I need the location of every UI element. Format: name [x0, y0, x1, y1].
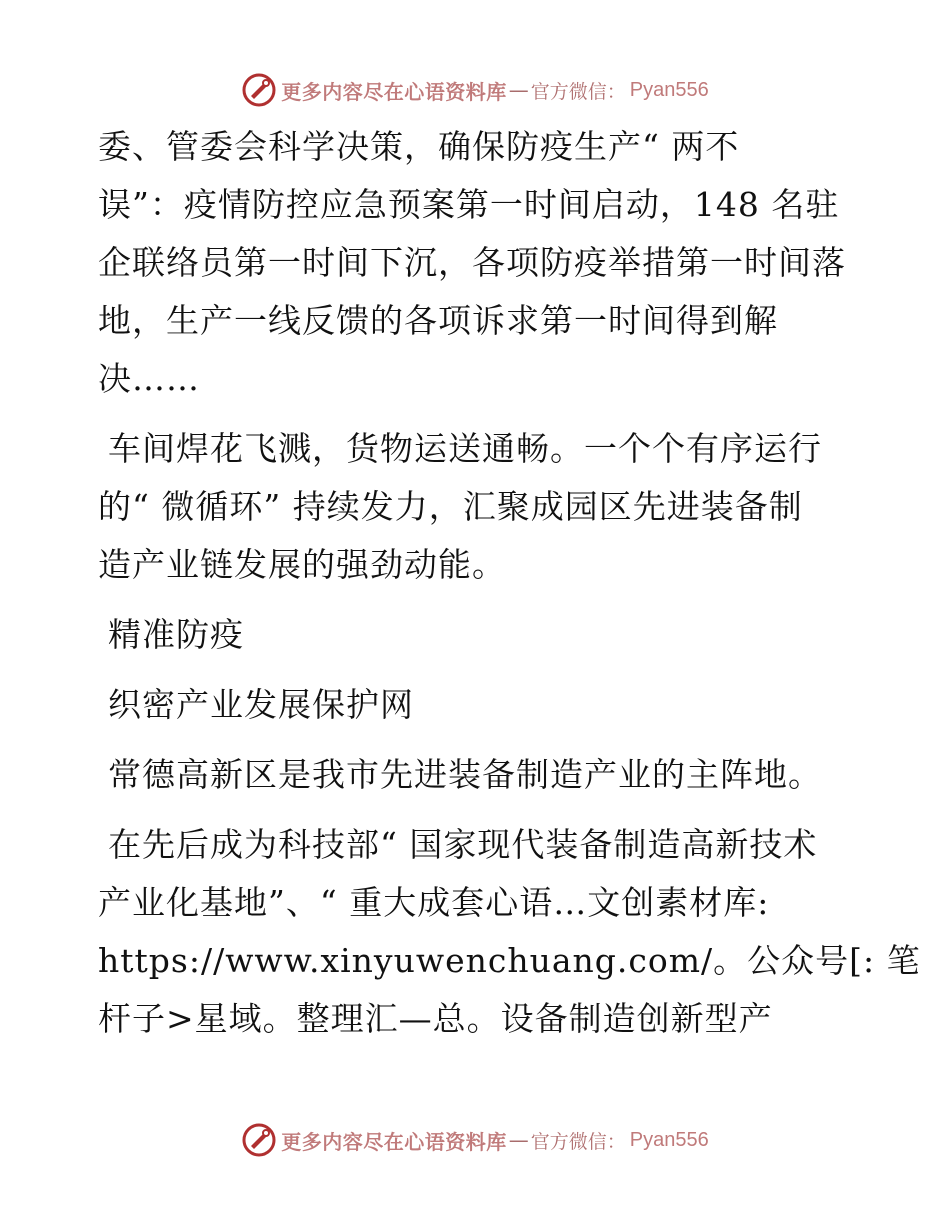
header-wechat-id: Pyan556 — [629, 78, 709, 101]
paragraph-4 — [98, 816, 921, 1048]
text-line: 委、管委会科学决策，确保防疫生产“ 两不 — [98, 127, 740, 166]
text-line: 的“ 微循环” 持续发力，汇聚成园区先进装备制 — [98, 487, 803, 526]
header-wechat-label: 官方微信： — [530, 80, 626, 103]
text-line: 企联络员第一时间下沉，各项防疫举措第一时间落 — [98, 243, 846, 282]
brand-logo-icon — [241, 72, 277, 108]
paragraph-3: 常德高新区是我市先进装备制造产业的主阵地。 — [108, 755, 822, 794]
footer-brand-text: 更多内容尽在心语资料库 — [281, 1129, 507, 1154]
text-line: 决…… — [98, 359, 200, 398]
section-heading: 精准防疫 — [108, 615, 244, 654]
paragraph-2 — [98, 420, 858, 594]
footer-wechat-label: 官方微信： — [530, 1130, 626, 1153]
header-dash: — — [508, 78, 529, 102]
footer-dash: — — [508, 1128, 529, 1152]
text-line: 车间焊花飞溅，货物运送通畅。一个个有序运行 — [108, 429, 822, 468]
section-subheading: 织密产业发展保护网 — [108, 685, 414, 724]
document-body — [98, 118, 921, 1048]
footer-wechat-id: Pyan556 — [629, 1128, 709, 1151]
text-line: 地，生产一线反馈的各项诉求第一时间得到解 — [98, 301, 778, 340]
text-line: 造产业链发展的强劲动能。 — [98, 545, 506, 584]
text-line: https://www.xinyuwenchuang.com/。公众号[: 笔 — [98, 941, 921, 980]
paragraph-1 — [98, 118, 858, 408]
header-brand-text: 更多内容尽在心语资料库 — [281, 79, 507, 104]
brand-logo-icon — [241, 1122, 277, 1158]
header-banner — [0, 70, 950, 110]
text-line: 产业化基地”、“ 重大成套心语…文创素材库: — [98, 883, 770, 922]
text-line: 杆子>星域。整理汇—总。设备制造创新型产 — [98, 999, 773, 1038]
footer-banner — [0, 1120, 950, 1160]
text-line: 误”：疫情防控应急预案第一时间启动，148 名驻 — [98, 185, 840, 224]
text-line: 在先后成为科技部“ 国家现代装备制造高新技术 — [108, 825, 818, 864]
